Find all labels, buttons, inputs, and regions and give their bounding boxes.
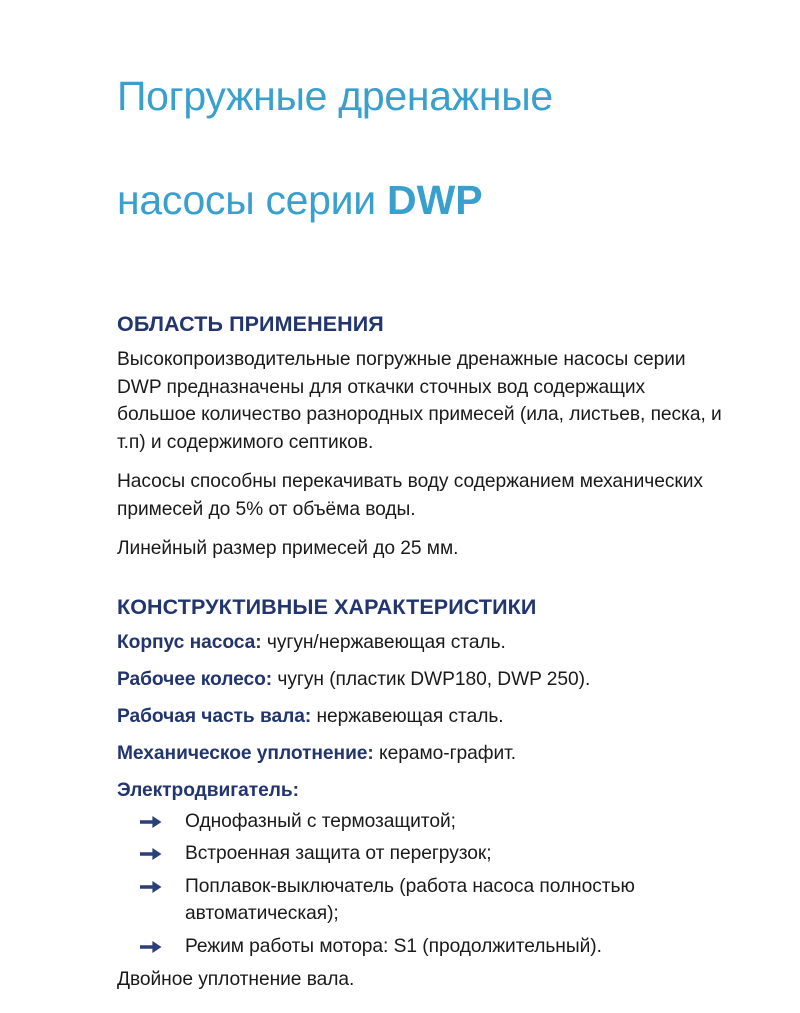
document-content	[117, 0, 727, 1013]
page-title	[117, 0, 727, 278]
spec-value: чугун (пластик DWP180, DWP 250).	[272, 668, 591, 690]
spec-row-mechanical-seal	[117, 741, 727, 767]
motor-feature-list	[117, 808, 727, 961]
spec-label: Корпус насоса:	[117, 631, 262, 653]
list-item-label: Однофазный с термозащитой;	[185, 810, 456, 832]
list-item-label: Режим работы мотора: S1 (продолжительный).	[185, 935, 602, 957]
spec-row-impeller	[117, 667, 727, 693]
arrow-right-icon	[140, 940, 162, 954]
spec-row-shaft	[117, 704, 727, 730]
spec-value: нержавеющая сталь.	[311, 705, 504, 727]
specification-list	[117, 630, 727, 804]
spec-row-electric-motor	[117, 778, 727, 804]
spec-value: керамо-графит.	[373, 742, 517, 764]
section-heading-construction: КОНСТРУКТИВНЫЕ ХАРАКТЕРИСТИКИ	[117, 594, 537, 619]
spec-label: Рабочее колесо:	[117, 668, 273, 690]
spec-row-pump-housing	[117, 630, 727, 656]
list-item	[117, 873, 727, 928]
arrow-right-icon	[140, 847, 162, 861]
spec-label: Механическое уплотнение:	[117, 742, 374, 764]
application-paragraph-1: Высокопроизводительные погружные дренажные насосы серии DWP предназначены для откачки сточных вод содержащих большое количество разнородных примесей (ила, листьев, песка, и т.п) и содержимого септиков.	[117, 349, 722, 453]
brand-name: DWP	[386, 177, 483, 223]
page-title-line-2-text: насосы серии	[117, 177, 387, 223]
list-item	[117, 808, 727, 836]
closing-statement: Двойное уплотнение вала.	[117, 969, 355, 990]
page-title-line-1: Погружные дренажные	[117, 73, 553, 119]
list-item	[117, 933, 727, 961]
section-heading-application: ОБЛАСТЬ ПРИМЕНЕНИЯ	[117, 312, 384, 336]
spec-label: Рабочая часть вала:	[117, 705, 312, 727]
list-item-label: Встроенная защита от перегрузок;	[185, 843, 492, 864]
arrow-right-icon	[140, 815, 162, 829]
list-item	[117, 840, 727, 868]
spec-label: Электродвигатель:	[117, 779, 299, 801]
list-item-label: Поплавок-выключатель (работа насоса полностью автоматическая);	[185, 875, 635, 924]
application-paragraph-2: Насосы способны перекачивать воду содержанием механических примесей до 5% от объёма воды.	[117, 471, 703, 520]
spec-value: чугун/нержавеющая сталь.	[261, 631, 506, 653]
application-paragraph-3: Линейный размер примесей до 25 мм.	[117, 538, 459, 559]
arrow-right-icon	[140, 880, 162, 894]
page-title-line-2	[117, 174, 727, 226]
